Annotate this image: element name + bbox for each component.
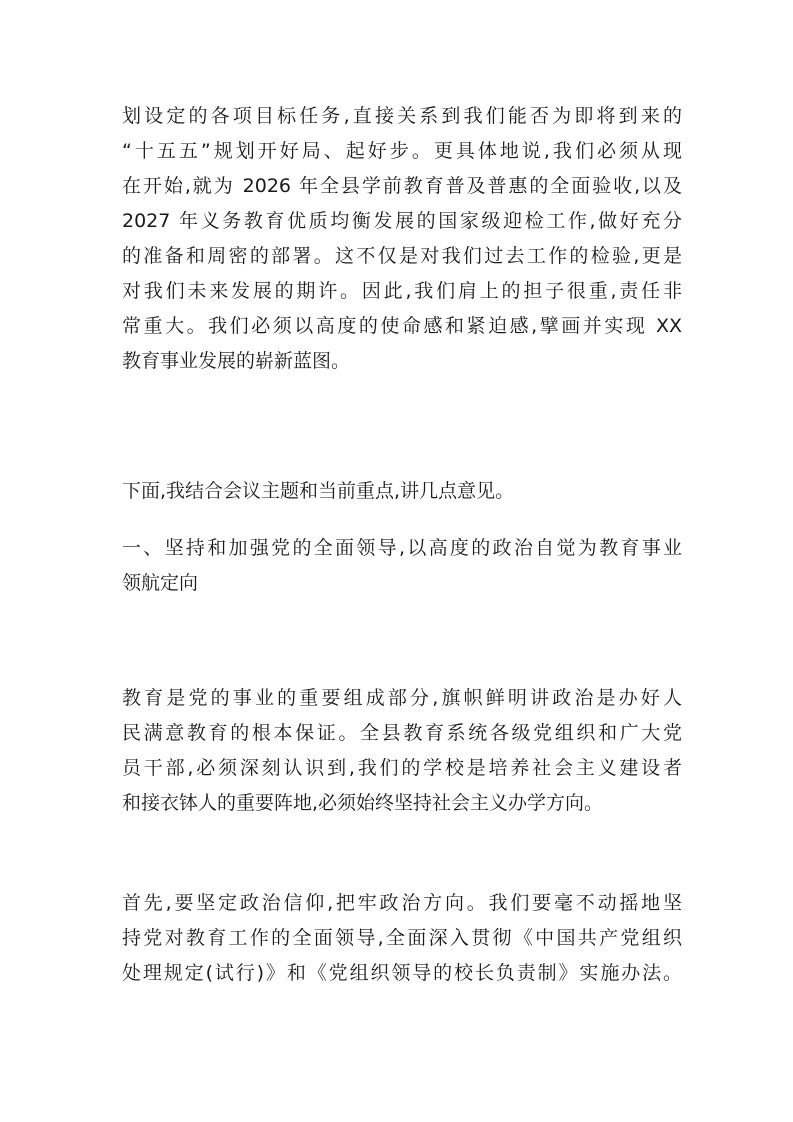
section-heading <box>122 531 682 601</box>
text-line: 和接衣钵人的重要阵地,必须始终坚持社会主义办学方向。 <box>122 792 604 814</box>
paragraph-first-point <box>122 886 682 991</box>
text-line: 2027 年义务教育优质均衡发展的国家级迎检工作,做好充分 <box>122 210 682 232</box>
paragraph-intro <box>122 99 682 379</box>
text-line: 员干部,必须深刻认识到,我们的学校是培养社会主义建设者 <box>122 757 682 779</box>
text-line: 教育是党的事业的重要组成部分,旗帜鲜明讲政治是办好人 <box>122 687 682 709</box>
text-line: 教育事业发展的崭新蓝图。 <box>122 350 351 372</box>
text-line: 民满意教育的根本保证。全县教育系统各级党组织和广大党 <box>122 722 682 744</box>
text-line: 对我们未来发展的期许。因此,我们肩上的担子很重,责任非 <box>122 280 682 302</box>
heading-line: 领航定向 <box>122 572 199 594</box>
text-line: 划设定的各项目标任务,直接关系到我们能否为即将到来的 <box>122 105 682 127</box>
heading-line: 一、坚持和加强党的全面领导,以高度的政治自觉为教育事业 <box>122 537 682 559</box>
text-line: 在开始,就为 2026 年全县学前教育普及普惠的全面验收,以及 <box>122 175 682 197</box>
text-line: 下面,我结合会议主题和当前重点,讲几点意见。 <box>122 480 515 502</box>
paragraph-body <box>122 681 682 821</box>
text-line: 持党对教育工作的全面领导,全面深入贯彻《中国共产党组织 <box>122 927 682 949</box>
text-line: 首先,要坚定政治信仰,把牢政治方向。我们要毫不动摇地坚 <box>122 892 682 914</box>
text-line: 处理规定(试行)》和《党组织领导的校长负责制》实施办法。 <box>122 962 682 984</box>
paragraph-transition <box>122 474 682 509</box>
text-line: 的准备和周密的部署。这不仅是对我们过去工作的检验,更是 <box>122 245 682 267</box>
text-line: 常重大。我们必须以高度的使命感和紧迫感,擘画并实现 XX <box>122 315 682 337</box>
text-line: “十五五”规划开好局、起好步。更具体地说,我们必须从现 <box>122 140 682 162</box>
